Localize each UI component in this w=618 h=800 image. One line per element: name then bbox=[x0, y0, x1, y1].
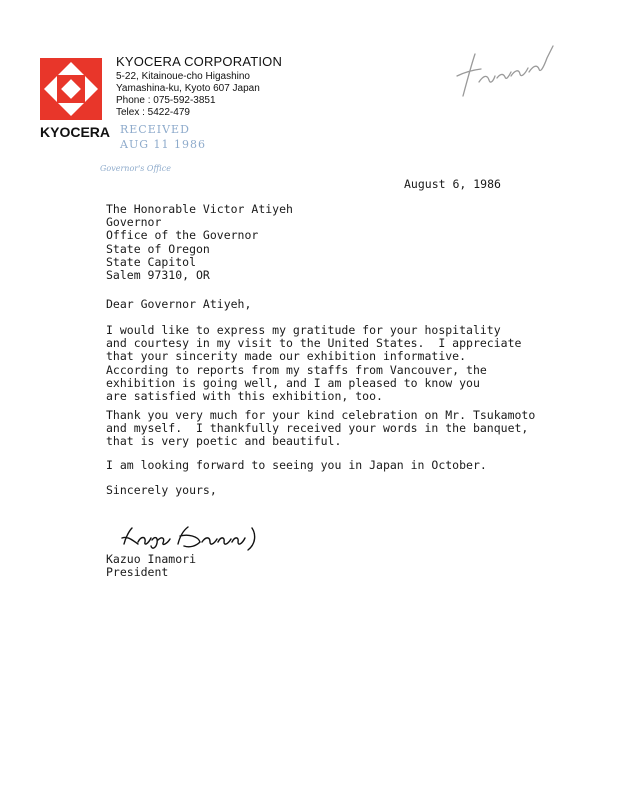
signer-block bbox=[106, 553, 196, 579]
logo-wordmark: KYOCERA bbox=[40, 124, 111, 140]
address-line: Yamashina-ku, Kyoto 607 Japan bbox=[116, 83, 260, 94]
company-header bbox=[116, 56, 282, 119]
body-line: that is very poetic and beautiful. bbox=[106, 434, 342, 449]
body-line: exhibition is going well, and I am pleased to know you bbox=[106, 375, 480, 390]
body-line: I would like to express my gratitude for your hospitality bbox=[106, 323, 501, 337]
handwritten-signature bbox=[118, 522, 268, 554]
company-name: KYOCERA CORPORATION bbox=[116, 54, 283, 69]
stamp-received: RECEIVED bbox=[120, 123, 190, 136]
signer-name: Kazuo Inamori bbox=[106, 552, 197, 566]
phone-line: Phone : 075-592-3851 bbox=[116, 95, 216, 106]
recipient-line: State of Oregon bbox=[106, 241, 210, 256]
recipient-line: Governor bbox=[106, 215, 162, 230]
handwritten-note bbox=[445, 36, 565, 106]
body-line: are satisfied with this exhibition, too. bbox=[106, 389, 383, 404]
salutation: Dear Governor Atiyeh, bbox=[106, 297, 252, 311]
recipient-address bbox=[106, 203, 293, 282]
body-line: Thank you very much for your kind celebration on Mr. Tsukamoto bbox=[106, 408, 536, 422]
body-line: and myself. I thankfully received your words in the banquet, bbox=[106, 421, 529, 436]
letter-date: August 6, 1986 bbox=[404, 177, 501, 191]
address-line: 5-22, Kitainoue-cho Higashino bbox=[116, 71, 250, 82]
telex-line: Telex : 5422-479 bbox=[116, 107, 190, 118]
paragraph-1 bbox=[106, 324, 521, 403]
stamp-office: Governor's Office bbox=[100, 164, 171, 173]
kyocera-logo bbox=[40, 58, 102, 120]
body-line: and courtesy in my visit to the United States. I appreciate bbox=[106, 336, 522, 351]
stamp-date: AUG 11 1986 bbox=[120, 138, 206, 151]
recipient-line: Office of the Governor bbox=[106, 228, 259, 243]
body-line: According to reports from my staffs from Vancouver, the bbox=[106, 362, 487, 377]
recipient-line: The Honorable Victor Atiyeh bbox=[106, 202, 293, 216]
recipient-line: State Capitol bbox=[106, 254, 197, 269]
paragraph-3: I am looking forward to seeing you in Japan in October. bbox=[106, 458, 487, 472]
paragraph-2 bbox=[106, 409, 535, 449]
body-line: that your sincerity made our exhibition informative. bbox=[106, 349, 467, 364]
signer-title: President bbox=[106, 565, 169, 580]
recipient-line: Salem 97310, OR bbox=[106, 268, 210, 283]
closing: Sincerely yours, bbox=[106, 483, 217, 497]
